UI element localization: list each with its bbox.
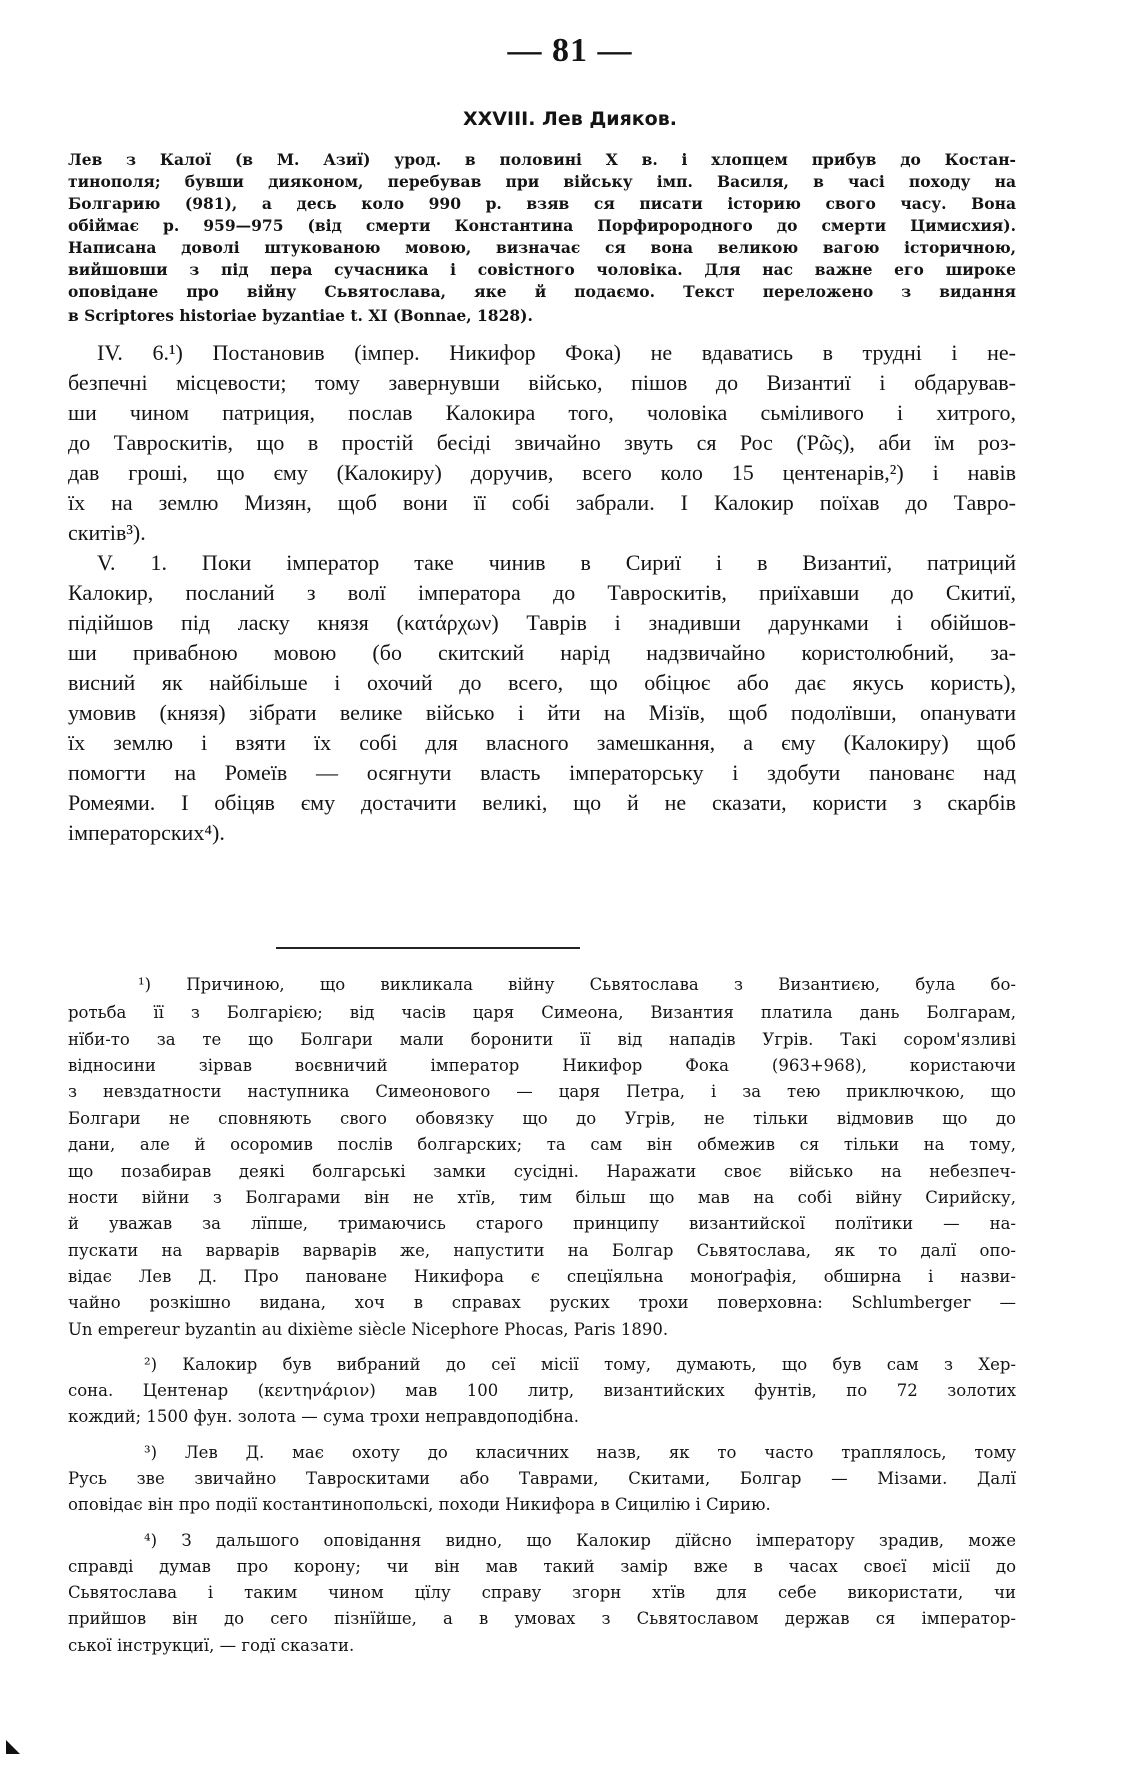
footnote-line: дани, але й осоромив послів болгарских; та сам він обмежив ся тільки на тому, — [68, 1135, 1016, 1154]
main-line: безпечні місцевости; тому завернувши військо, пішов до Византиї і обдарував- — [68, 370, 1016, 395]
main-line: висний як найбільше і охочий до всего, що обіцює або дає якусь користь), — [68, 670, 1016, 695]
intro-line: в Scriptores historiae byzantiae t. XI (Bonnae, 1828). — [68, 306, 533, 325]
scan-corner-mark — [6, 1740, 20, 1754]
intro-line: вийшовши з під пера сучасника і совістного чоловіка. Для нас важне его широке — [68, 260, 1016, 279]
footnote-line: ности війни з Болгарами він не хтїв, тим більш що мав на собі війну Сирийску, — [68, 1188, 1016, 1207]
main-line: ши чином патриция, послав Калокира того, чоловіка сьміливого і хитрого, — [68, 400, 1016, 425]
footnote-line: Русь зве звичайно Тавроскитами або Таврами, Скитами, Болгар — Мізами. Далї — [68, 1469, 1016, 1488]
main-line: IV. 6.¹) Постановив (імпер. Никифор Фока) не вдаватись в трудні і не- — [97, 340, 1016, 365]
main-line: помогти на Ромеїв — осягнути власть імператорську і здобути панованє над — [68, 760, 1016, 785]
footnote-line: справді думав про корону; чи він мав такий замір вже в часах своєї місії до — [68, 1557, 1016, 1576]
intro-line: Лев з Калої (в М. Азиї) урод. в половині X в. і хлопцем прибув до Костан- — [68, 150, 1016, 169]
main-line: їх на землю Мизян, щоб вони її собі забрали. І Калокир поїхав до Тавро- — [68, 490, 1016, 515]
footnote-line: з невздатности наступника Симеонового — царя Петра, і за тею приключкою, що — [68, 1082, 1016, 1101]
intro-line: обіймає р. 959—975 (від смерти Константина Порфирородного до смерти Цимисхия). — [68, 216, 1016, 235]
footnote-line: кождий; 1500 фун. золота — сума трохи неправдоподібна. — [68, 1407, 579, 1426]
intro-line: Написана доволі штукованою мовою, визначає ся вона великою вагою історичною, — [68, 238, 1016, 257]
intro-line: оповідане про війну Сьвятослава, яке й подаємо. Текст переложено з видання — [68, 282, 1016, 301]
footnote-divider — [276, 947, 580, 949]
page-number: — 81 — — [507, 32, 633, 69]
footnote-line: відносини зірвав воєвничий імператор Никифор Фока (963+968), користаючи — [68, 1056, 1016, 1075]
main-line: Калокир, посланий з волї імператора до Тавроскитів, приїхавши до Скитиї, — [68, 580, 1016, 605]
footnote-line: ської інструкциї, — годї сказати. — [68, 1636, 355, 1655]
footnote-line: що позабирав деякі болгарські замки сусідні. Наражати своє військо на небезпеч- — [68, 1162, 1016, 1181]
footnote-line: ⁴) З дальшого оповідання видно, що Калокир дїйсно імператору зрадив, може — [144, 1531, 1016, 1550]
footnote-line: відає Лев Д. Про пановане Никифора є спецїяльна моноґрафія, обширна і назви- — [68, 1267, 1016, 1286]
intro-line: тинополя; бувши дияконом, перебував при війську імп. Василя, в часі походу на — [68, 172, 1016, 191]
footnote-line: сона. Центенар (κεντηνάριον) мав 100 литр, византийских фунтів, по 72 золотих — [68, 1381, 1016, 1400]
footnote-line: ¹) Причиною, що викликала війну Сьвятослава з Византиєю, була бо- — [138, 975, 1016, 994]
main-line: умовив (князя) зібрати велике військо і йти на Мізїв, щоб подолївши, опанувати — [68, 700, 1016, 725]
main-line: V. 1. Поки імператор таке чинив в Сириї і в Византиї, патриций — [97, 550, 1016, 575]
intro-line: Болгарию (981), а десь коло 990 р. взяв ся писати історию свого часу. Вона — [68, 194, 1016, 213]
footnote-line: ²) Калокир був вибраний до сеї місії тому, думають, що був сам з Хер- — [144, 1355, 1016, 1374]
main-line: підійшов під ласку князя (κατάρχων) Таврів і знадивши дарунками і обійшов- — [68, 610, 1016, 635]
main-line: ши привабною мовою (бо скитский нарід надзвичайно користолюбний, за- — [68, 640, 1016, 665]
main-line: дав гроші, що єму (Калокиру) доручив, всего коло 15 центенарів,²) і навів — [68, 460, 1016, 485]
footnote-line: Болгари не сповняють свого обовязку що до Угрів, не тільки відмовив що до — [68, 1109, 1016, 1128]
main-line: до Тавроскитів, що в простій бесіді звичайно звуть ся Рос (Ῥῶς), аби їм роз- — [68, 430, 1016, 455]
main-line: їх землю і взяти їх собі для власного замешкання, а єму (Калокиру) щоб — [68, 730, 1016, 755]
footnote-line: нїби-то за те що Болгари мали боронити її від нападів Угрів. Такі сором'язливі — [68, 1030, 1016, 1049]
main-line: скитів³). — [68, 520, 146, 545]
footnote-line: оповідає він про події костантинопольскі, походи Никифора в Сицилію і Сирию. — [68, 1495, 771, 1514]
main-line: імператорских⁴). — [68, 820, 225, 845]
footnote-line: ротьба її з Болгарією; від часів царя Симеона, Византия платила дань Болгарам, — [68, 1003, 1016, 1022]
main-line: Ромеями. І обіцяв єму достачити великі, що й не сказати, користи з скарбів — [68, 790, 1016, 815]
footnote-line: пускати на варварів варварів же, напустити на Болгар Сьвятослава, як то далї опо- — [68, 1241, 1016, 1260]
footnote-line: й уважав за лїпше, тримаючись старого принципу византийскої полїтики — на- — [68, 1214, 1016, 1233]
section-heading: XXVIII. Лев Дияков. — [463, 108, 677, 130]
footnote-line: ³) Лев Д. має охоту до класичних назв, як то часто траплялось, тому — [144, 1443, 1016, 1462]
footnote-line: Un empereur byzantin au dixième siècle Nicephore Phocas, Paris 1890. — [68, 1320, 669, 1339]
footnote-line: Сьвятослава і таким чином цїлу справу згорн хтїв для себе використати, чи — [68, 1583, 1016, 1602]
footnote-line: прийшов він до сего пізнїйше, а в умовах з Сьвятославом держав ся імператор- — [68, 1609, 1016, 1628]
footnote-line: чайно розкішно видана, хоч в справах руских трохи поверховна: Schlumberger — — [68, 1293, 1016, 1312]
